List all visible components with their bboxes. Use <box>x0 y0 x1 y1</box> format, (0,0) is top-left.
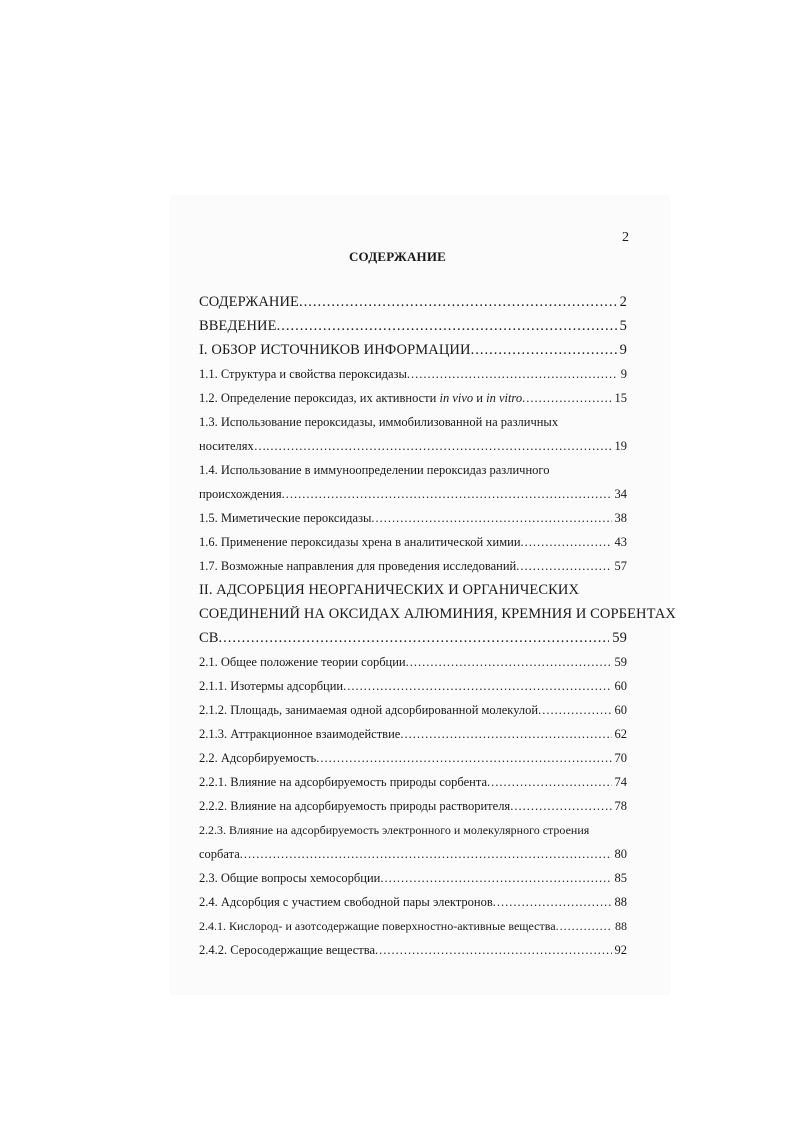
dot-leader <box>493 894 612 910</box>
toc-entry[interactable]: 2.2. Адсорбируемость ..... 70 <box>199 750 627 767</box>
toc-entry[interactable]: 1.2. Определение пероксидаз, их активности in vivo и in vitro ..... 15 <box>199 390 627 407</box>
toc-entry[interactable]: сорбата ..... 80 <box>199 846 627 863</box>
toc-entry-line[interactable]: 1.3. Использование пероксидазы, иммобилизованной на различных <box>199 415 559 429</box>
toc-entry[interactable]: СВ ..... 59 <box>199 630 627 647</box>
dot-leader <box>316 750 611 766</box>
toc-entry[interactable]: 1.1. Структура и свойства пероксидазы ..... 9 <box>199 366 627 383</box>
toc-entry[interactable]: 2.1.3. Аттракционное взаимодействие ..... 62 <box>199 726 627 743</box>
toc-entry[interactable]: 2.4. Адсорбция с участием свободной пары электронов ..... 88 <box>199 894 627 911</box>
dot-leader <box>471 342 617 358</box>
dot-leader <box>240 846 612 862</box>
toc-entry[interactable]: 2.3. Общие вопросы хемосорбции ..... 85 <box>199 870 627 887</box>
toc-entry[interactable]: 2.1. Общее положение теории сорбции ..... 59 <box>199 654 627 671</box>
toc-entry[interactable]: 2.1.1. Изотермы адсорбции ..... 60 <box>199 678 627 695</box>
dot-leader <box>538 702 611 718</box>
toc-entry-line[interactable]: II. АДСОРБЦИЯ НЕОРГАНИЧЕСКИХ И ОРГАНИЧЕСКИХ <box>199 582 580 598</box>
dot-leader <box>343 678 611 694</box>
dot-leader <box>510 798 611 814</box>
toc-entry[interactable]: СОДЕРЖАНИЕ ..... 2 <box>199 294 627 311</box>
toc-entry[interactable]: 2.1.2. Площадь, занимаемая одной адсорбированной молекулой ..... 60 <box>199 702 627 719</box>
dot-leader <box>277 318 617 334</box>
dot-leader <box>380 870 611 886</box>
dot-leader <box>400 726 611 742</box>
dot-leader <box>487 774 611 790</box>
dot-leader <box>266 438 611 454</box>
toc-entry[interactable]: ВВЕДЕНИЕ ..... 5 <box>199 318 627 335</box>
toc-entry[interactable]: 2.2.2. Влияние на адсорбируемость природы растворителя ..... 78 <box>199 798 627 815</box>
toc-entry[interactable]: происхождения ..... 34 <box>199 486 627 503</box>
toc-entry-line[interactable]: СОЕДИНЕНИЙ НА ОКСИДАХ АЛЮМИНИЯ, КРЕМНИЯ И СОРБЕНТАХ <box>199 606 676 622</box>
toc-entry[interactable]: I. ОБЗОР ИСТОЧНИКОВ ИНФОРМАЦИИ ..... 9 <box>199 342 627 359</box>
toc-entry[interactable]: 2.4.2. Серосодержащие вещества ..... 92 <box>199 942 627 959</box>
dot-leader <box>375 942 611 958</box>
dot-leader <box>516 558 611 574</box>
dot-leader <box>282 486 612 502</box>
dot-leader <box>556 918 612 934</box>
toc-entry-line[interactable]: 1.4. Использование в иммуноопределении пероксидаз различного <box>199 463 550 477</box>
toc-entry-line[interactable]: 2.2.3. Влияние на адсорбируемость электронного и молекулярного строения <box>199 823 590 837</box>
toc-entry[interactable]: носителях… ..... 19 <box>199 438 627 455</box>
toc-entry[interactable]: 1.7. Возможные направления для проведения исследований ..... 57 <box>199 558 627 575</box>
dot-leader <box>407 366 618 382</box>
toc-entry[interactable]: 1.6. Применение пероксидазы хрена в аналитической химии ..... 43 <box>199 534 627 551</box>
dot-leader <box>406 654 612 670</box>
toc-entry[interactable]: 1.5. Миметические пероксидазы ..... 38 <box>199 510 627 527</box>
dot-leader <box>371 510 611 526</box>
page-number: 2 <box>622 230 629 245</box>
toc-entry[interactable]: 2.2.1. Влияние на адсорбируемость природы сорбента ..... 74 <box>199 774 627 791</box>
dot-leader <box>299 294 617 310</box>
dot-leader <box>219 630 610 646</box>
page-title: СОДЕРЖАНИЕ <box>348 249 447 264</box>
toc-entry[interactable]: 2.4.1. Кислород- и азотсодержащие поверхностно-активные вещества ..... 88 <box>199 918 627 935</box>
dot-leader <box>522 390 611 406</box>
dot-leader <box>521 534 612 550</box>
